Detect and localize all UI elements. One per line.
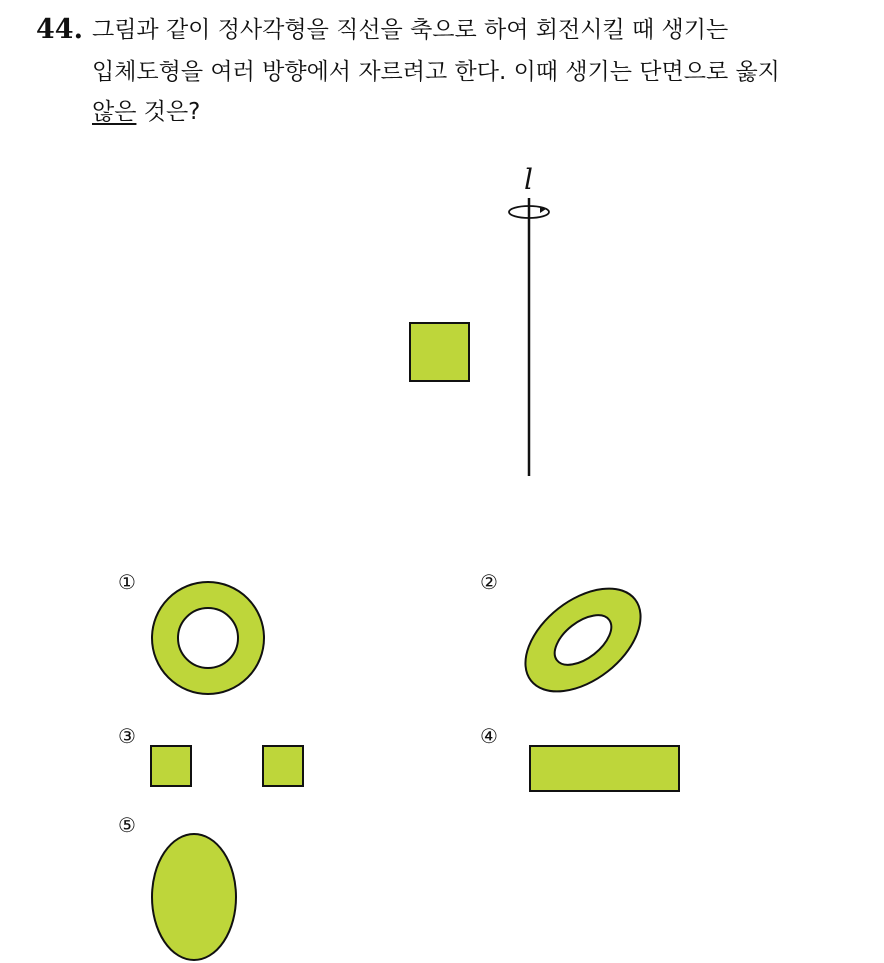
left-square-shape [151, 746, 191, 786]
underlined-word: 않은 [92, 99, 137, 125]
axis-label: l [524, 163, 533, 196]
ring-shape [152, 582, 264, 694]
choice-2-label: ② [480, 570, 498, 594]
question-line-1: 그림과 같이 정사각형을 직선을 축으로 하여 회전시킬 때 생기는 [92, 17, 729, 43]
rectangle-shape [530, 746, 679, 791]
choice-4-label: ④ [480, 724, 498, 748]
choice-1-label: ① [118, 570, 136, 594]
choice-2[interactable] [480, 568, 660, 712]
ellipse-shape [152, 834, 236, 960]
square-shape [410, 323, 469, 381]
choice-5[interactable] [118, 813, 236, 960]
choice-1[interactable] [118, 570, 264, 694]
question-number: 44. [36, 14, 83, 45]
choice-3-label: ③ [118, 724, 136, 748]
question-line-2: 입체도형을 여러 방향에서 자르려고 한다. 이때 생기는 단면으로 옳지 [92, 59, 780, 85]
right-square-shape [263, 746, 303, 786]
question-line-3-rest: 것은? [136, 99, 201, 125]
choice-5-label: ⑤ [118, 813, 136, 837]
choice-4[interactable] [480, 724, 679, 791]
tilted-ring-shape [506, 568, 659, 712]
choice-3[interactable] [118, 724, 303, 786]
rotation-figure [410, 163, 549, 476]
